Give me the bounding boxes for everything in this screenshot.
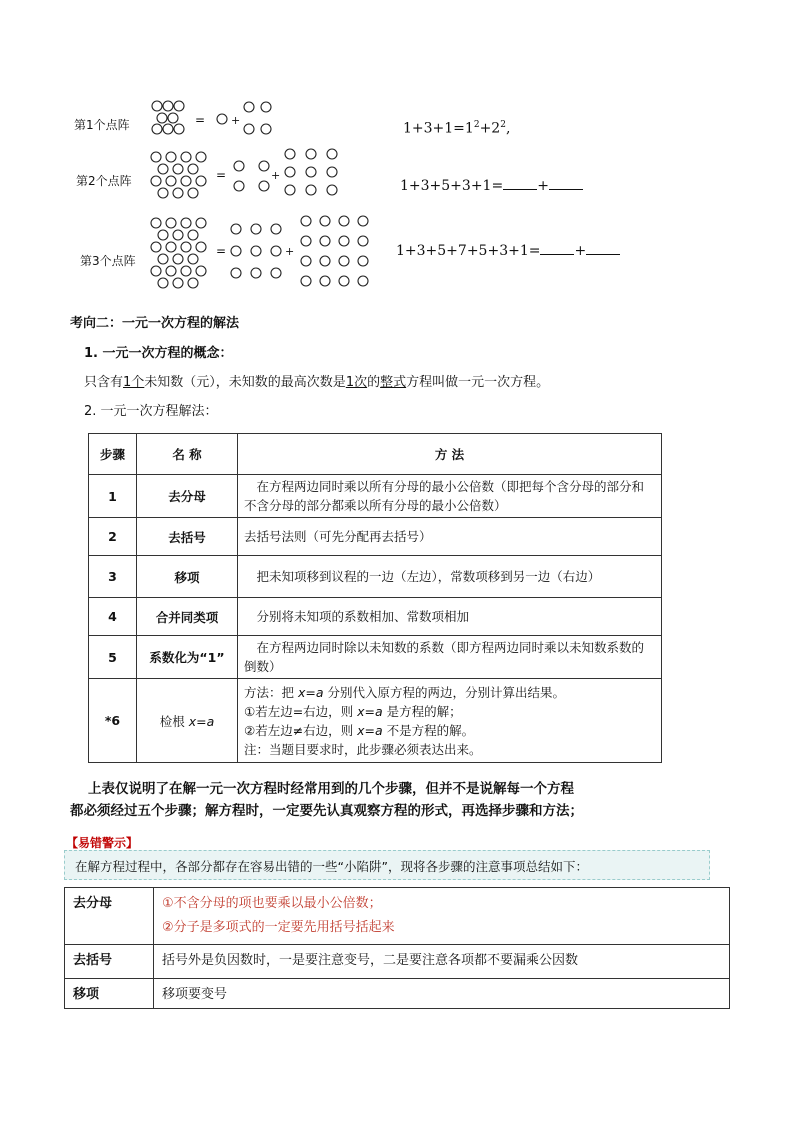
warning-title: 【易错警示】 [66, 836, 139, 850]
section-title: 考向二：一元一次方程的解法 [70, 316, 240, 331]
answer-blank[interactable] [540, 242, 574, 255]
concept-definition: 只含有1个未知数（元），未知数的最高次数是1次的整式方程叫做一元一次方程。 [84, 375, 550, 390]
step-method: 去括号法则（可先分配再去括号） [238, 518, 662, 556]
equals-sign: = [216, 244, 227, 258]
plus-sign: + [231, 114, 241, 127]
step-name: 移项 [137, 556, 238, 598]
tips-table [64, 887, 730, 1009]
dot-array-3-part-b [301, 216, 368, 286]
answer-blank[interactable] [503, 177, 537, 190]
steps-table [88, 433, 662, 763]
table-row [89, 475, 662, 518]
summary-line-2: 都必须经过五个步骤；解方程时，一定要先认真观察方程的形式，再选择步骤和方法； [70, 803, 583, 819]
step-method [238, 679, 662, 763]
step-name: 去括号 [137, 518, 238, 556]
dot-array-2-part-b [285, 149, 337, 195]
dot-array-1-label: 第1个点阵 [74, 118, 130, 132]
tip-content: 括号外是负因数时，一是要注意变号，二是要注意各项都不要漏乘公因数 [154, 945, 730, 979]
dot-array-1-part-a [217, 114, 227, 124]
equation-2: 1+3+5+3+1= + [400, 177, 583, 194]
step-method: 分别将未知项的系数相加、常数项相加 [238, 598, 662, 636]
header-method: 方 法 [238, 434, 662, 475]
method-heading: 2. 一元一次方程解法： [84, 404, 218, 419]
table-row [89, 679, 662, 763]
summary-line-1: 上表仅说明了在解一元一次方程时经常用到的几个步骤，但并不是说解每一个方程 [88, 781, 574, 797]
warning-intro: 在解方程过程中，各部分都存在容易出错的一些“小陷阱”，现将各步骤的注意事项总结如下： [75, 859, 588, 874]
step-no: 4 [89, 598, 137, 636]
dot-array-2-label: 第2个点阵 [76, 174, 132, 188]
check-line-3: ②若左边≠右边，则 x=a 不是方程的解。 [244, 722, 475, 738]
step-no: 1 [89, 475, 137, 518]
table-row [89, 598, 662, 636]
table-row [89, 636, 662, 679]
step-no: 2 [89, 518, 137, 556]
check-line-2: ①若左边=右边，则 x=a 是方程的解； [244, 703, 462, 719]
dot-array-2-square [151, 152, 206, 198]
step-no: *6 [89, 679, 137, 763]
equation-1: $1+3+1=1^2+2^2$, [403, 120, 511, 137]
step-name: 去分母 [137, 475, 238, 518]
step-method: 在方程两边同时除以未知数的系数（即方程两边同时乘以未知数系数的倒数） [238, 636, 662, 679]
tip-content: ①不含分母的项也要乘以最小公倍数； ②分子是多项式的一定要先用括号括起来 [154, 888, 730, 945]
dot-array-2-part-a [234, 161, 269, 191]
header-name: 名 称 [137, 434, 238, 475]
equals-sign: = [195, 113, 206, 127]
step-name: 系数化为“1” [137, 636, 238, 679]
check-line-4: 注：当题目要求时，此步骤必须表达出来。 [244, 741, 482, 757]
plus-sign: + [285, 245, 295, 258]
equals-sign: = [216, 168, 227, 182]
answer-blank[interactable] [549, 177, 583, 190]
tip-content: 移项要变号 [154, 979, 730, 1009]
dot-array-3-label: 第3个点阵 [80, 254, 136, 268]
table-row [89, 518, 662, 556]
tip-key: 去分母 [65, 888, 154, 945]
header-step: 步骤 [89, 434, 137, 475]
warning-intro-box [64, 850, 710, 880]
tip-key: 移项 [65, 979, 154, 1009]
table-row [65, 888, 730, 945]
dot-array-3-square [151, 218, 206, 288]
tip-key: 去括号 [65, 945, 154, 979]
table-row [65, 979, 730, 1009]
dot-array-3-part-a [231, 224, 281, 278]
plus-sign: + [271, 169, 281, 182]
dot-array-1-part-b [244, 102, 271, 134]
step-method: 把未知项移到议程的一边（左边），常数项移到另一边（右边） [238, 556, 662, 598]
dot-array-figure [140, 95, 400, 300]
check-line-1: 方法：把 x=a 分别代入原方程的两边，分别计算出结果。 [244, 684, 565, 700]
equation-3: 1+3+5+7+5+3+1= + [396, 242, 620, 259]
answer-blank[interactable] [586, 242, 620, 255]
table-header-row [89, 434, 662, 475]
table-row [89, 556, 662, 598]
table-row [65, 945, 730, 979]
concept-heading: 1. 一元一次方程的概念： [84, 346, 233, 361]
step-no: 3 [89, 556, 137, 598]
dot-array-1-square [152, 101, 184, 134]
step-method: 在方程两边同时乘以所有分母的最小公倍数（即把每个含分母的部分和不含分母的部分都乘以所有分母的最小公倍数） [238, 475, 662, 518]
step-name: 检根 x=a [137, 679, 238, 763]
step-name: 合并同类项 [137, 598, 238, 636]
step-no: 5 [89, 636, 137, 679]
